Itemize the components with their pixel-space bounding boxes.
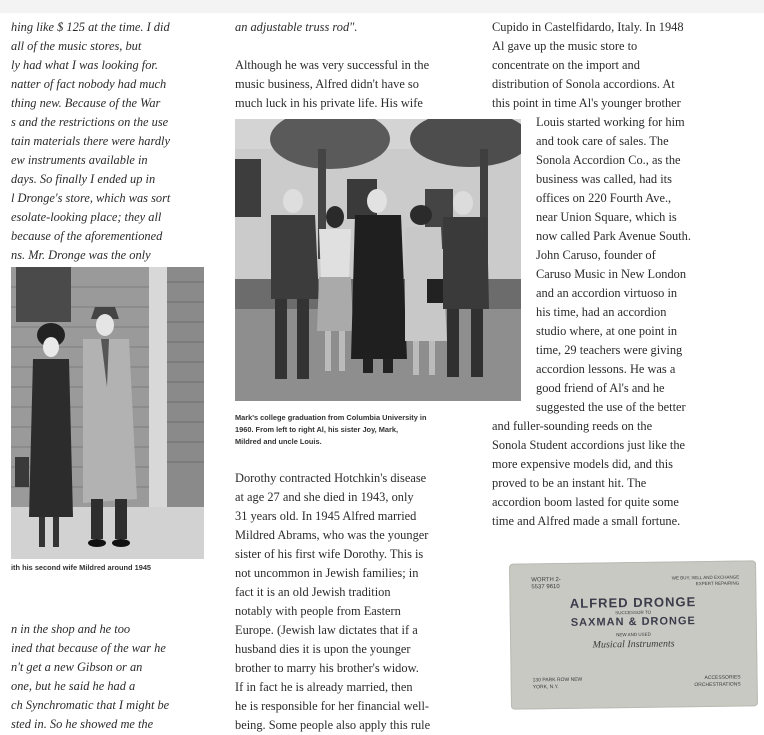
text-line: Caruso Music in New London bbox=[536, 267, 687, 281]
middle-column-top-text bbox=[235, 18, 475, 113]
text-line: notably with people from Eastern bbox=[235, 604, 401, 618]
text-line: husband dies it is upon the younger bbox=[235, 642, 411, 656]
text-line: near Union Square, which is bbox=[536, 210, 677, 224]
text-line: sted in. So he showed me the bbox=[11, 717, 154, 731]
text-line: and took care of sales. The bbox=[536, 134, 669, 148]
text-line: accordion boom lasted for quite some bbox=[492, 495, 679, 509]
text-line: fact it is an old Jewish tradition bbox=[235, 585, 391, 599]
text-line: accordion lessons. He was a bbox=[536, 362, 676, 376]
text-line: Sonola Student accordions just like the bbox=[492, 438, 686, 452]
photo-caption-middle bbox=[235, 412, 485, 448]
text-line: Europe. (Jewish law dictates that if a bbox=[235, 623, 418, 637]
photo-couple-1945 bbox=[11, 267, 204, 559]
text-line: Sonola Accordion Co., as the bbox=[536, 153, 681, 167]
text-line: not uncommon in Jewish families; in bbox=[235, 566, 419, 580]
text-line: John Caruso, founder of bbox=[536, 248, 656, 262]
text-line: offices on 220 Fourth Ave., bbox=[536, 191, 672, 205]
text-line: ew instruments available in bbox=[11, 153, 148, 167]
card-services-bottom: ACCESSORIES ORCHESTRATIONS bbox=[694, 674, 741, 689]
card-firm: SAXMAN & DRONGE bbox=[570, 615, 696, 629]
text-line: more expensive models did, and this bbox=[492, 457, 674, 471]
left-column-top-text bbox=[11, 18, 207, 265]
text-line: this point in time Al's younger brother bbox=[492, 96, 681, 110]
text-line: proved to be an instant hit. The bbox=[492, 476, 647, 490]
text-line: 31 years old. In 1945 Alfred married bbox=[235, 509, 417, 523]
caption-line: 1960. From left to right Al, his sister Joy, Mark, bbox=[235, 425, 399, 434]
text-line: time, 29 teachers were giving bbox=[536, 343, 683, 357]
text-line: now called Park Avenue South. bbox=[536, 229, 691, 243]
text-line: his time, had an accordion bbox=[536, 305, 667, 319]
card-services-top: WE BUY, SELL AND EXCHANGE EXPERT REPAIRING bbox=[671, 574, 740, 587]
text-line: thing new. Because of the War bbox=[11, 96, 161, 110]
text-line: brother to marry his brother's widow. bbox=[235, 661, 419, 675]
text-line: time and Alfred made a small fortune. bbox=[492, 514, 681, 528]
business-card-image bbox=[509, 560, 758, 709]
photo-couple-drawing bbox=[11, 267, 204, 559]
text-line: because of the aforementioned bbox=[11, 229, 163, 243]
text-line: tain materials there were hardly bbox=[11, 134, 170, 148]
right-column-text bbox=[492, 18, 758, 531]
text-line: an adjustable truss rod". bbox=[235, 20, 358, 34]
photo-graduation-1960 bbox=[235, 119, 521, 401]
text-line: studio where, at one point in bbox=[536, 324, 678, 338]
card-address: 130 PARK ROW NEW YORK, N.Y. bbox=[532, 676, 583, 691]
text-line: s and the restrictions on the use bbox=[11, 115, 169, 129]
text-line: much luck in his private life. His wife bbox=[235, 96, 423, 110]
caption-line: Mildred and uncle Louis. bbox=[235, 437, 322, 446]
text-line: n in the shop and he too bbox=[11, 622, 131, 636]
text-line: natter of fact nobody had much bbox=[11, 77, 167, 91]
card-new-used: NEW AND USED bbox=[616, 631, 651, 638]
text-line: at age 27 and she died in 1943, only bbox=[235, 490, 414, 504]
card-product: Musical Instruments bbox=[592, 638, 675, 651]
text-line: and fuller-sounding reeds on the bbox=[492, 419, 653, 433]
text-line: ns. Mr. Dronge was the only bbox=[11, 248, 151, 262]
card-successor: SUCCESSOR TO bbox=[615, 609, 652, 616]
text-line: If in fact he is already married, then bbox=[235, 680, 413, 694]
text-line: all of the music stores, but bbox=[11, 39, 142, 53]
text-line: ly had what I was looking for. bbox=[11, 58, 158, 72]
text-line: he is responsible for her financial well- bbox=[235, 699, 430, 713]
text-line: Although he was very successful in the bbox=[235, 58, 430, 72]
text-line: and an accordion virtuoso in bbox=[536, 286, 678, 300]
text-line: one, but he said he had a bbox=[11, 679, 136, 693]
text-line: l Dronge's store, which was sort bbox=[11, 191, 171, 205]
card-name: ALFRED DRONGE bbox=[569, 594, 697, 611]
text-line: ined that because of the war he bbox=[11, 641, 166, 655]
top-strip bbox=[0, 0, 764, 13]
caption-line: Mark's college graduation from Columbia University in bbox=[235, 413, 427, 422]
text-line: being. Some people also apply this rule bbox=[235, 718, 431, 732]
text-line: sister of his first wife Dorothy. This is bbox=[235, 547, 424, 561]
photo-caption-left: ith his second wife Mildred around 1945 bbox=[11, 563, 152, 572]
card-phone: WORTH 2-5537 9610 bbox=[531, 577, 561, 591]
text-line: esolate-looking place; they all bbox=[11, 210, 162, 224]
text-line: distribution of Sonola accordions. At bbox=[492, 77, 675, 91]
text-line: Louis started working for him bbox=[536, 115, 685, 129]
text-line: concentrate on the import and bbox=[492, 58, 640, 72]
middle-column-bottom-text bbox=[235, 469, 475, 735]
text-line: business was called, had its bbox=[536, 172, 672, 186]
text-line: ch Synchromatic that I might be bbox=[11, 698, 170, 712]
text-line: music business, Alfred didn't have so bbox=[235, 77, 419, 91]
text-line: suggested the use of the better bbox=[536, 400, 686, 414]
left-column-bottom-text bbox=[11, 620, 207, 734]
photo-graduation-drawing bbox=[235, 119, 521, 401]
text-line: n't get a new Gibson or an bbox=[11, 660, 143, 674]
text-line: good friend of Al's and he bbox=[536, 381, 665, 395]
text-line: Cupido in Castelfidardo, Italy. In 1948 bbox=[492, 20, 684, 34]
text-line: Al gave up the music store to bbox=[492, 39, 638, 53]
spacer-line bbox=[235, 37, 475, 56]
text-line: hing like $ 125 at the time. I did bbox=[11, 20, 170, 34]
text-line: days. So finally I ended up in bbox=[11, 172, 156, 186]
text-line: Mildred Abrams, who was the younger bbox=[235, 528, 429, 542]
text-line: Dorothy contracted Hotchkin's disease bbox=[235, 471, 427, 485]
